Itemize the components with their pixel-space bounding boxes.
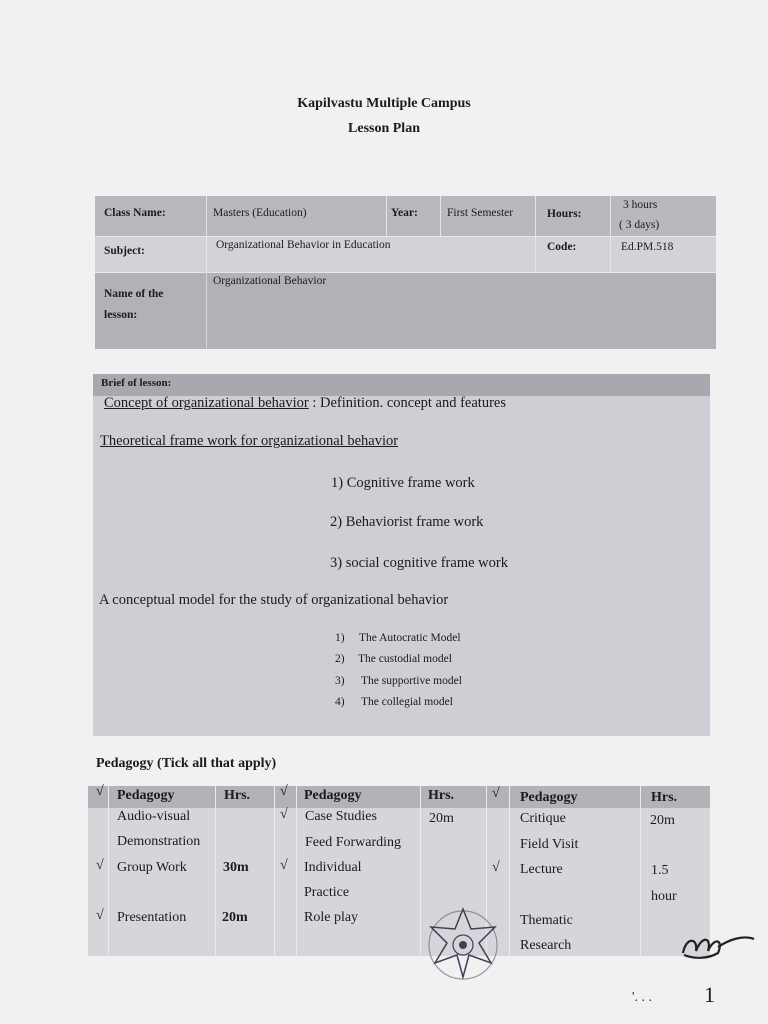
lesson-name-label-line1: Name of the [104,288,164,300]
check-mark: √ [280,858,288,873]
pedagogy-critique: Critique [520,811,566,826]
model-number: 4) [335,696,345,708]
model-number: 2) [335,653,345,665]
header-hrs: Hrs. [224,788,251,803]
page-number: 1 [704,982,715,1007]
model-number: 3) [335,675,345,687]
concept-line [104,395,506,412]
theoretical-framework-heading: Theoretical frame work for organizational behavior [100,433,399,449]
code-label: Code: [547,241,577,253]
campus-name: Kapilvastu Multiple Campus [297,96,471,111]
pedagogy-header-row [88,786,710,808]
pedagogy-table [88,786,710,956]
lecture-hrs-line2: hour [651,889,677,904]
year-value: First Semester [447,207,514,219]
hours-label: Hours: [547,208,582,220]
document-title: Lesson Plan [348,121,420,136]
concept-rest: : Definition. concept and features [308,395,506,411]
case-studies-hrs: 20m [429,811,454,826]
model-item: The custodial model [358,653,452,665]
pedagogy-presentation: Presentation [117,910,187,925]
pedagogy-group-work: Group Work [117,860,187,875]
pedagogy-individual-line1: Individual [304,860,362,875]
year-label: Year: [391,207,418,219]
header-pedagogy: Pedagogy [117,788,175,803]
group-work-hrs: 30m [223,860,249,875]
check-mark: √ [492,786,500,801]
pedagogy-role-play: Role play [304,910,359,925]
hours-value-line1: 3 hours [623,199,658,211]
pedagogy-feed-forwarding: Feed Forwarding [305,835,402,850]
pedagogy-title: Pedagogy (Tick all that apply) [96,756,277,771]
header-pedagogy: Pedagogy [520,790,578,805]
pedagogy-thematic-line1: Thematic [520,913,573,928]
check-mark: √ [280,807,288,822]
check-mark: √ [280,784,288,799]
check-mark: √ [492,860,500,875]
info-row-lesson [95,272,716,349]
campus-seal-stamp [405,905,535,985]
presentation-hrs: 20m [222,910,248,925]
class-name-value: Masters (Education) [213,207,307,219]
pedagogy-field-visit: Field Visit [520,837,579,852]
header-pedagogy: Pedagogy [304,788,362,803]
check-mark: √ [96,858,104,873]
critique-hrs: 20m [650,813,675,828]
stray-marks: '. . . [632,990,653,1005]
pedagogy-audio-visual: Audio-visual [117,809,191,824]
lecture-hrs-line1: 1.5 [651,863,669,878]
pedagogy-individual-line2: Practice [304,885,350,900]
header-hrs: Hrs. [428,788,455,803]
framework-item: 3) social cognitive frame work [330,555,508,571]
class-name-label: Class Name: [104,207,166,219]
model-item: The supportive model [361,675,462,687]
lesson-name-value: Organizational Behavior [213,275,327,287]
pedagogy-lecture: Lecture [520,862,563,877]
pedagogy-thematic-line2: Research [520,938,572,953]
header-hrs: Hrs. [651,790,678,805]
model-number: 1) [335,632,345,644]
conceptual-model-heading: A conceptual model for the study of organizational behavior [99,592,449,608]
check-mark: √ [96,784,104,799]
subject-label: Subject: [104,245,145,257]
check-mark: √ [96,908,104,923]
model-item: The Autocratic Model [359,632,461,644]
lesson-info-table [95,196,716,349]
framework-item: 1) Cognitive frame work [331,475,475,491]
pedagogy-demonstration: Demonstration [117,834,201,849]
pedagogy-case-studies: Case Studies [305,809,377,824]
framework-item: 2) Behaviorist frame work [330,514,484,530]
lesson-name-label-line2: lesson: [104,309,138,321]
subject-value: Organizational Behavior in Education [216,239,391,251]
brief-heading: Brief of lesson: [101,377,172,389]
brief-heading-bar [93,374,710,396]
model-item: The collegial model [361,696,453,708]
code-value: Ed.PM.518 [621,241,674,253]
signature-mark [678,925,758,965]
concept-underlined: Concept of organizational behavior [104,395,309,411]
hours-value-line2: ( 3 days) [619,219,660,231]
brief-of-lesson-box [93,374,710,736]
